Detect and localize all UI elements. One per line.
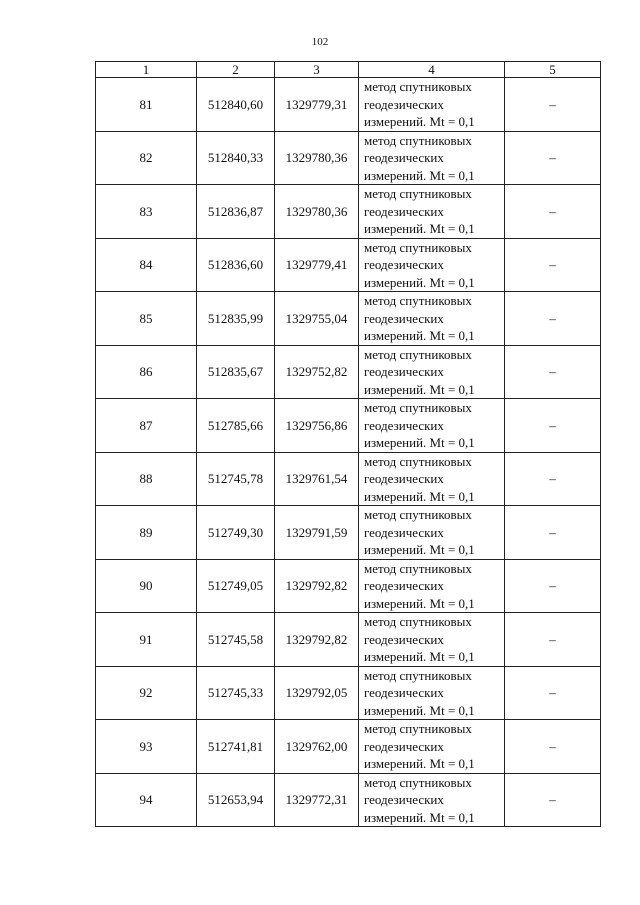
method-line: измерений. Mt = 0,1 [364, 649, 475, 664]
method-line: измерений. Mt = 0,1 [364, 328, 475, 343]
method-line: геодезических [364, 257, 444, 272]
table-row [96, 666, 601, 720]
method-cell [359, 131, 505, 185]
point-number-cell: 81 [96, 78, 197, 132]
method-line: геодезических [364, 364, 444, 379]
x-coordinate-cell: 512840,60 [197, 78, 275, 132]
table-row [96, 720, 601, 774]
x-coordinate-cell: 512836,87 [197, 185, 275, 239]
page-number: 102 [311, 36, 329, 48]
y-coordinate-cell: 1329780,36 [275, 185, 359, 239]
method-cell [359, 399, 505, 453]
note-cell: – [505, 720, 601, 774]
note-cell: – [505, 506, 601, 560]
y-coordinate-cell: 1329772,31 [275, 773, 359, 827]
table-row [96, 399, 601, 453]
point-number-cell: 89 [96, 506, 197, 560]
x-coordinate-cell: 512745,33 [197, 666, 275, 720]
note-cell: – [505, 78, 601, 132]
y-coordinate-cell: 1329779,41 [275, 238, 359, 292]
point-number-cell: 90 [96, 559, 197, 613]
point-number-cell: 87 [96, 399, 197, 453]
method-cell [359, 506, 505, 560]
column-header-5: 5 [505, 62, 601, 78]
method-line: метод спутниковых [364, 79, 472, 94]
point-number-cell: 88 [96, 452, 197, 506]
x-coordinate-cell: 512835,67 [197, 345, 275, 399]
x-coordinate-cell: 512785,66 [197, 399, 275, 453]
note-cell: – [505, 238, 601, 292]
method-line: геодезических [364, 310, 444, 326]
method-line: метод спутниковых [364, 346, 472, 362]
method-line: геодезических [364, 631, 444, 647]
method-cell [359, 773, 505, 827]
column-header-1: 1 [96, 62, 197, 78]
note-cell: – [505, 185, 601, 239]
method-line: измерений. Mt = 0,1 [364, 381, 475, 397]
method-line: метод спутниковых [364, 721, 472, 736]
y-coordinate-cell: 1329762,00 [275, 720, 359, 774]
table-row [96, 559, 601, 613]
note-cell: – [505, 666, 601, 720]
table-row [96, 613, 601, 667]
y-coordinate-cell: 1329755,04 [275, 292, 359, 346]
method-line: измерений. Mt = 0,1 [364, 702, 475, 718]
note-cell: – [505, 452, 601, 506]
method-cell [359, 452, 505, 506]
point-number-cell: 92 [96, 666, 197, 720]
method-cell [359, 559, 505, 613]
x-coordinate-cell: 512835,99 [197, 292, 275, 346]
y-coordinate-cell: 1329792,05 [275, 666, 359, 720]
method-line: геодезических [364, 203, 444, 219]
method-cell [359, 666, 505, 720]
method-line: измерений. Mt = 0,1 [364, 221, 475, 236]
table-row [96, 131, 601, 185]
table-row [96, 78, 601, 132]
column-header-4: 4 [359, 62, 505, 78]
x-coordinate-cell: 512745,58 [197, 613, 275, 667]
method-line: геодезических [364, 578, 444, 593]
note-cell: – [505, 131, 601, 185]
method-cell [359, 185, 505, 239]
method-line: метод спутниковых [364, 667, 472, 683]
point-number-cell: 93 [96, 720, 197, 774]
y-coordinate-cell: 1329761,54 [275, 452, 359, 506]
point-number-cell: 82 [96, 131, 197, 185]
method-line: измерений. Mt = 0,1 [364, 435, 475, 450]
y-coordinate-cell: 1329752,82 [275, 345, 359, 399]
method-line: геодезических [364, 417, 444, 433]
method-cell [359, 613, 505, 667]
method-line: измерений. Mt = 0,1 [364, 274, 475, 290]
method-line: геодезических [364, 738, 444, 754]
method-line: геодезических [364, 685, 444, 700]
point-number-cell: 94 [96, 773, 197, 827]
method-line: геодезических [364, 524, 444, 540]
header-row [96, 62, 601, 78]
x-coordinate-cell: 512741,81 [197, 720, 275, 774]
method-line: метод спутниковых [364, 186, 472, 201]
method-line: геодезических [364, 471, 444, 486]
method-line: измерений. Mt = 0,1 [364, 809, 475, 825]
note-cell: – [505, 399, 601, 453]
method-cell [359, 345, 505, 399]
column-header-3: 3 [275, 62, 359, 78]
method-line: геодезических [364, 792, 444, 807]
method-line: метод спутниковых [364, 400, 472, 415]
y-coordinate-cell: 1329792,82 [275, 559, 359, 613]
note-cell: – [505, 559, 601, 613]
method-cell [359, 292, 505, 346]
x-coordinate-cell: 512749,05 [197, 559, 275, 613]
table-row [96, 185, 601, 239]
point-number-cell: 91 [96, 613, 197, 667]
method-line: измерений. Mt = 0,1 [364, 595, 475, 611]
x-coordinate-cell: 512653,94 [197, 773, 275, 827]
column-header-2: 2 [197, 62, 275, 78]
note-cell: – [505, 292, 601, 346]
method-line: метод спутниковых [364, 560, 472, 576]
method-line: измерений. Mt = 0,1 [364, 167, 475, 183]
method-line: измерений. Mt = 0,1 [364, 542, 475, 557]
point-number-cell: 83 [96, 185, 197, 239]
coordinates-table [95, 61, 601, 827]
method-line: измерений. Mt = 0,1 [364, 756, 475, 771]
point-number-cell: 85 [96, 292, 197, 346]
point-number-cell: 84 [96, 238, 197, 292]
table-row [96, 506, 601, 560]
table-row [96, 452, 601, 506]
table-row [96, 773, 601, 827]
method-line: метод спутниковых [364, 132, 472, 148]
x-coordinate-cell: 512749,30 [197, 506, 275, 560]
method-line: геодезических [364, 96, 444, 112]
method-line: геодезических [364, 150, 444, 165]
method-line: метод спутниковых [364, 293, 472, 308]
y-coordinate-cell: 1329780,36 [275, 131, 359, 185]
table-row [96, 345, 601, 399]
method-line: метод спутниковых [364, 774, 472, 790]
table-header [96, 62, 601, 78]
method-line: метод спутниковых [364, 507, 472, 522]
method-cell [359, 78, 505, 132]
method-line: измерений. Mt = 0,1 [364, 488, 475, 504]
y-coordinate-cell: 1329791,59 [275, 506, 359, 560]
point-number-cell: 86 [96, 345, 197, 399]
y-coordinate-cell: 1329756,86 [275, 399, 359, 453]
x-coordinate-cell: 512745,78 [197, 452, 275, 506]
x-coordinate-cell: 512840,33 [197, 131, 275, 185]
x-coordinate-cell: 512836,60 [197, 238, 275, 292]
table-row [96, 292, 601, 346]
note-cell: – [505, 773, 601, 827]
method-line: измерений. Mt = 0,1 [364, 114, 475, 129]
method-line: метод спутниковых [364, 453, 472, 469]
note-cell: – [505, 345, 601, 399]
method-cell [359, 238, 505, 292]
method-line: метод спутниковых [364, 614, 472, 629]
note-cell: – [505, 613, 601, 667]
y-coordinate-cell: 1329779,31 [275, 78, 359, 132]
method-cell [359, 720, 505, 774]
method-line: метод спутниковых [364, 239, 472, 255]
table-body [96, 78, 601, 827]
y-coordinate-cell: 1329792,82 [275, 613, 359, 667]
table-row [96, 238, 601, 292]
